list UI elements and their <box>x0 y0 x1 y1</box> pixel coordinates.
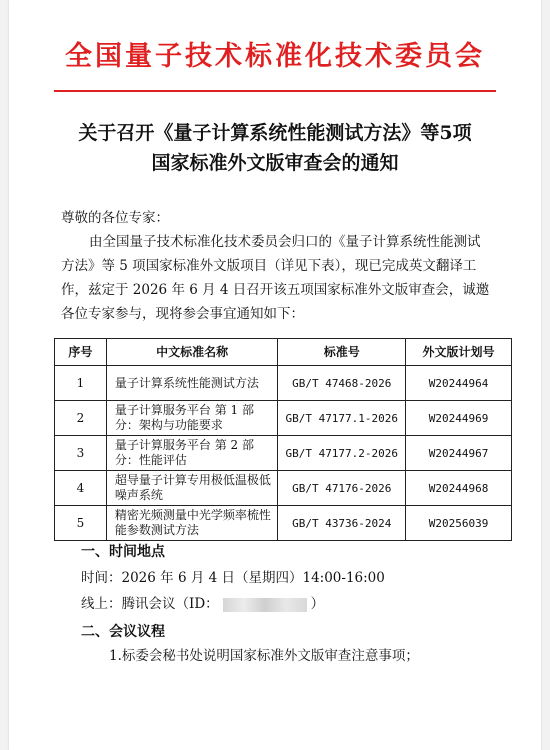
online-suffix: ） <box>310 596 325 612</box>
table-header-row <box>55 339 512 366</box>
table-row <box>55 506 512 541</box>
notice-body <box>61 206 493 326</box>
table-row <box>55 366 512 401</box>
online-prefix: 线上：腾讯会议（ID： <box>81 596 219 612</box>
document-page <box>9 0 541 750</box>
row-code: GB/T 47176-2026 <box>278 471 406 506</box>
standards-table <box>54 338 512 541</box>
notice-title <box>49 118 501 178</box>
row-plan: W20256039 <box>406 506 512 541</box>
column-header-code: 标准号 <box>278 339 406 366</box>
column-header-plan: 外文版计划号 <box>406 339 512 366</box>
meeting-online <box>81 594 324 614</box>
row-no: 2 <box>55 401 107 436</box>
row-name: 量子计算服务平台 第 2 部分：性能评估 <box>106 436 278 471</box>
row-code: GB/T 43736-2024 <box>278 506 406 541</box>
salutation: 尊敬的各位专家： <box>61 210 169 226</box>
intro-paragraph: 由全国量子技术标准化技术委员会归口的《量子计算系统性能测试方法》等 5 项国家标准外文版项目（详见下表），现已完成英文翻译工作，兹定于 2026 年 6 月 4 日召开该五项国家标准外文版审查会，诚邀各位专家参与，现将参会事宜通知如下： <box>61 234 490 322</box>
row-name: 精密光频测量中光学频率梳性能参数测试方法 <box>106 506 278 541</box>
row-code: GB/T 47468-2026 <box>278 366 406 401</box>
row-code: GB/T 47177.1-2026 <box>278 401 406 436</box>
column-header-no: 序号 <box>55 339 107 366</box>
row-plan: W20244968 <box>406 471 512 506</box>
row-name: 量子计算系统性能测试方法 <box>106 366 278 401</box>
header-divider <box>54 90 496 92</box>
table-row <box>55 471 512 506</box>
section-heading-time-place: 一、时间地点 <box>81 544 165 560</box>
row-code: GB/T 47177.2-2026 <box>278 436 406 471</box>
row-no: 4 <box>55 471 107 506</box>
row-no: 5 <box>55 506 107 541</box>
row-plan: W20244964 <box>406 366 512 401</box>
row-no: 1 <box>55 366 107 401</box>
agenda-item-1: 1.标委会秘书处说明国家标准外文版审查注意事项； <box>109 648 419 664</box>
table-row <box>55 401 512 436</box>
meeting-time: 时间：2026 年 6 月 4 日（星期四）14:00-16:00 <box>81 570 385 586</box>
redacted-meeting-id <box>223 598 307 612</box>
table-row <box>55 436 512 471</box>
notice-title-line1: 关于召开《量子计算系统性能测试方法》等5项 <box>78 122 472 144</box>
row-no: 3 <box>55 436 107 471</box>
row-plan: W20244967 <box>406 436 512 471</box>
org-header: 全国量子技术标准化技术委员会 <box>65 41 485 72</box>
row-name: 量子计算服务平台 第 1 部分：架构与功能要求 <box>106 401 278 436</box>
column-header-name: 中文标准名称 <box>106 339 278 366</box>
row-plan: W20244969 <box>406 401 512 436</box>
row-name: 超导量子计算专用极低温极低噪声系统 <box>106 471 278 506</box>
notice-title-line2: 国家标准外文版审查会的通知 <box>151 152 399 174</box>
section-heading-agenda: 二、会议议程 <box>81 624 165 640</box>
